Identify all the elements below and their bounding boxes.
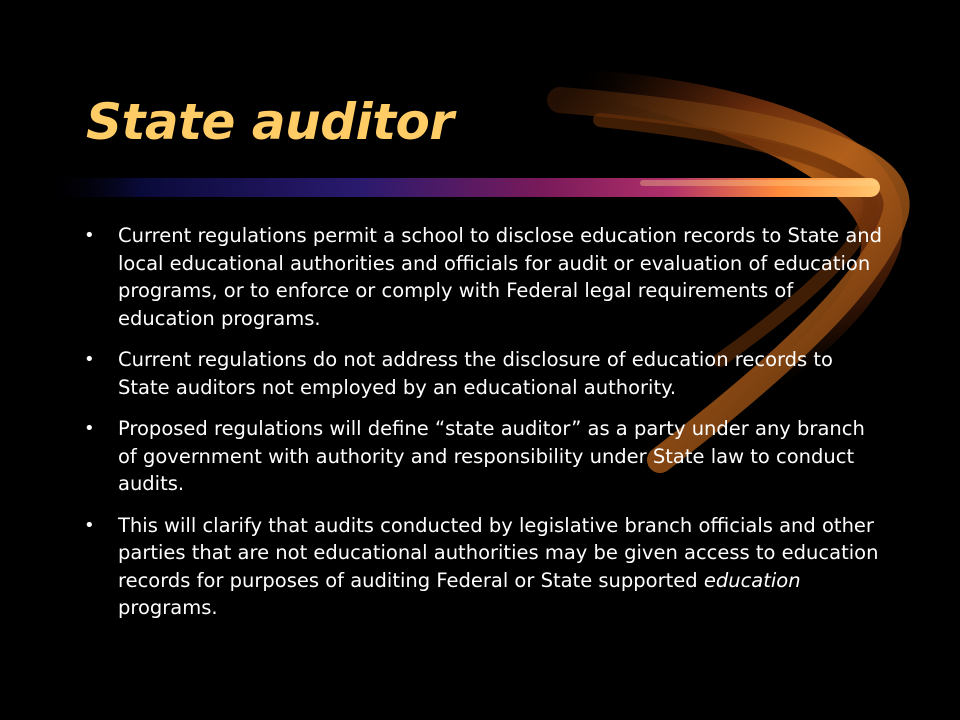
bullet-dot-icon: • bbox=[84, 514, 95, 536]
bullet-item bbox=[84, 346, 884, 401]
bullet-text-emphasis: education bbox=[703, 568, 801, 592]
bullet-dot-icon: • bbox=[84, 349, 95, 370]
bullet-item bbox=[84, 512, 884, 622]
bullet-text: Current regulations do not address the disclosure of education records to State auditors not employed by an educational authority. bbox=[118, 348, 833, 399]
bullet-text: Current regulations permit a school to disclose education records to State and local educational authorities and officials for audit or evaluation of education programs, or to enforce or comply with Federal legal requirements of education programs. bbox=[118, 224, 883, 330]
bullet-dot-icon: • bbox=[84, 418, 95, 439]
bullet-text: programs. bbox=[118, 596, 218, 619]
bullet-list bbox=[84, 222, 884, 636]
bullet-text: This will clarify that audits conducted by legislative branch officials and other parties that are not educational authorities may be given access to education records for purposes of auditing Federal or State supported bbox=[118, 513, 879, 592]
bullet-item bbox=[84, 222, 884, 332]
bullet-dot-icon: • bbox=[84, 225, 95, 246]
bullet-item bbox=[84, 415, 884, 498]
bullet-text: Proposed regulations will define “state auditor” as a party under any branch of government with authority and responsibility under State law to conduct audits. bbox=[118, 417, 865, 495]
slide-title: State auditor bbox=[86, 93, 454, 151]
